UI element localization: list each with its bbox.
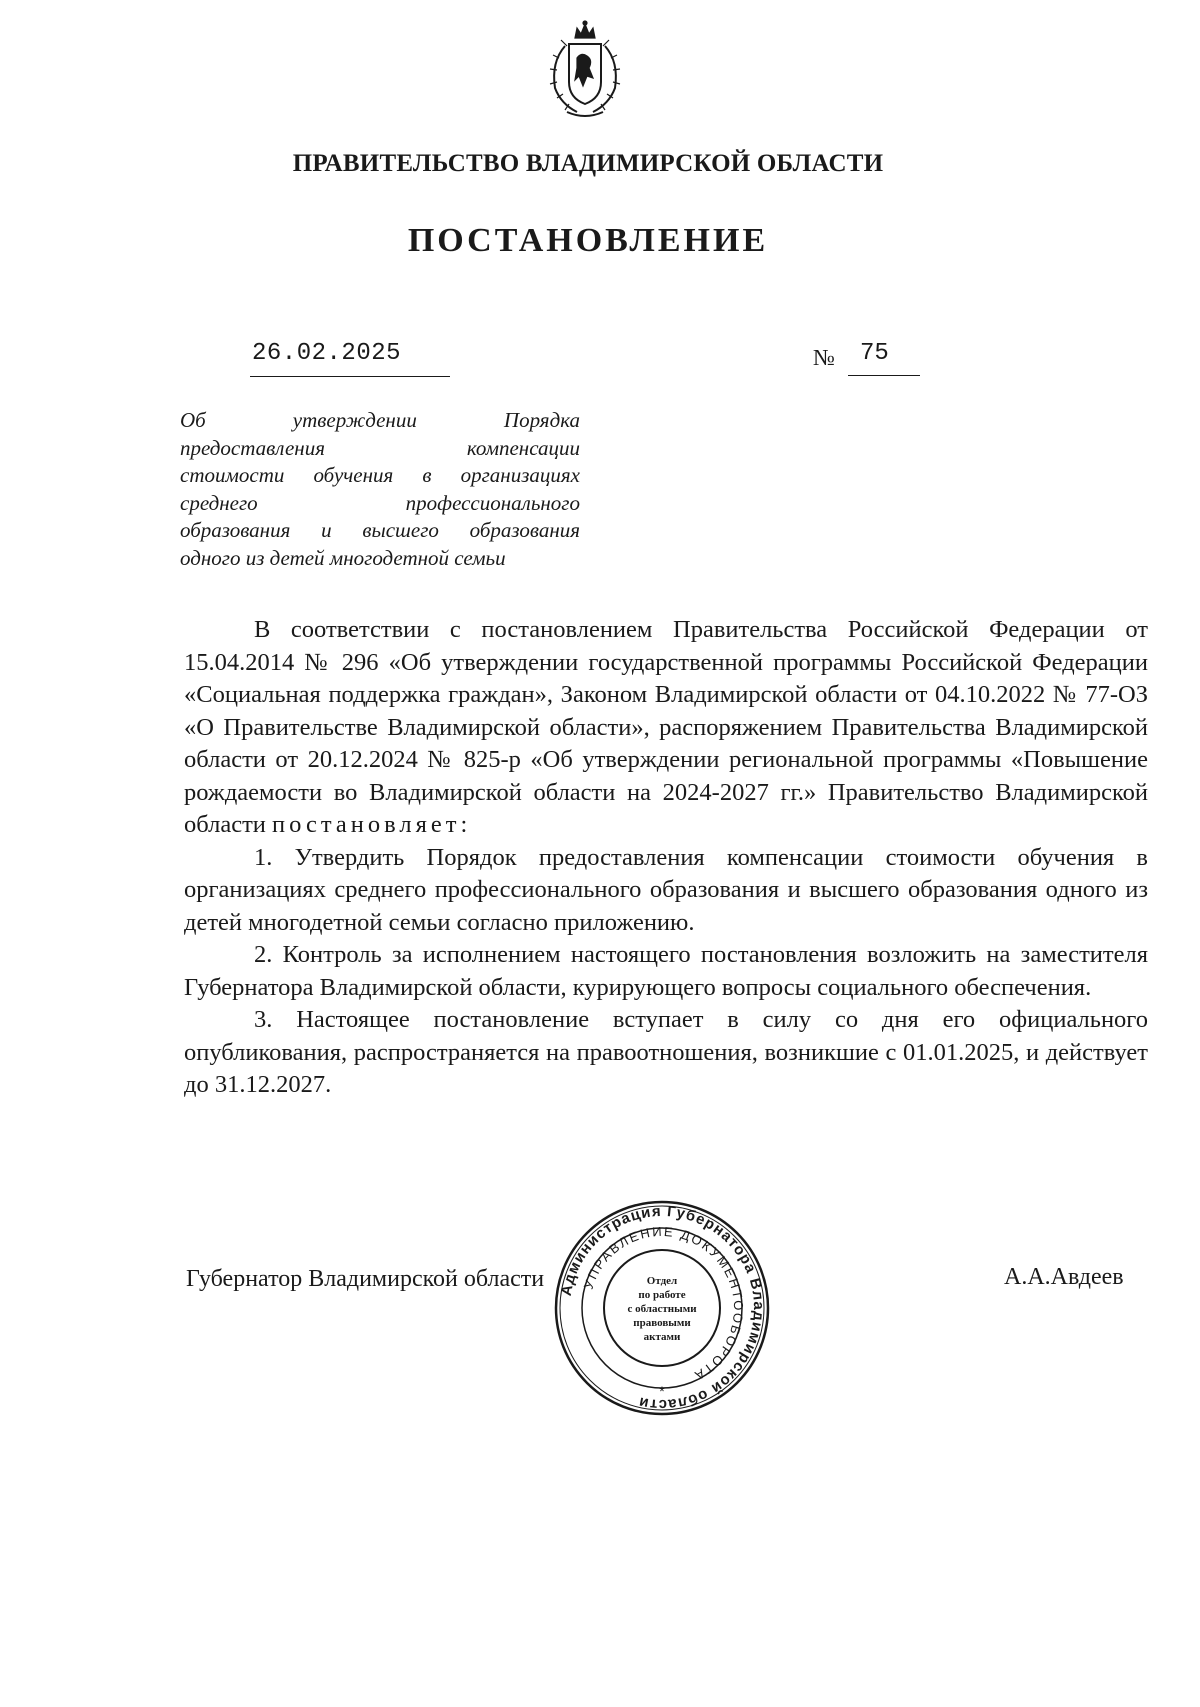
subject-line: предоставления компенсации: [180, 435, 580, 460]
subject-line: образования и высшего образования: [180, 518, 580, 542]
coat-of-arms-emblem: [537, 18, 633, 124]
stamp-center-line: правовыми: [633, 1317, 691, 1329]
government-title: ПРАВИТЕЛЬСТВО ВЛАДИМИРСКОЙ ОБЛАСТИ: [292, 150, 884, 177]
document-type-title: ПОСТАНОВЛЕНИЕ: [407, 222, 769, 259]
item-paragraph: 2. Контроль за исполнением настоящего постановления возложить на заместителя Губернатора Владимирской области, курирующего вопросы социального обеспечения.: [184, 941, 1148, 1001]
signatory-name: А.А.Авдеев: [1004, 1264, 1124, 1290]
preamble-paragraph: [184, 614, 1148, 842]
decree-word: постановляет:: [272, 811, 472, 838]
document-date: 26.02.2025: [252, 340, 402, 367]
item-paragraph: 3. Настоящее постановление вступает в силу со дня его официального опубликования, распространяется на правоотношения, возникшие с 01.01.2025, и действует до 31.12.2027.: [184, 1006, 1148, 1098]
subject-line: среднего профессионального: [180, 490, 580, 515]
subject-line: стоимости обучения в организациях: [180, 463, 580, 487]
document-subject: [180, 407, 580, 572]
stamp-center-line: по работе: [638, 1289, 686, 1301]
item-paragraph: 1. Утвердить Порядок предоставления компенсации стоимости обучения в организациях среднего профессионального образования и высшего образования одного из детей многодетной семьи согласно приложению.: [184, 843, 1148, 936]
date-underline: [250, 376, 450, 377]
signatory-position: Губернатор Владимирской области: [186, 1266, 545, 1292]
stamp-center-line: Отдел: [646, 1275, 678, 1287]
stamp-star: *: [659, 1383, 665, 1399]
subject-line: Об утверждении Порядка: [180, 408, 580, 432]
document-number: 75: [860, 340, 889, 367]
document-body: [184, 614, 1148, 1102]
stamp-inner-ring-text: УПРАВЛЕНИЕ ДОКУМЕНТООБОРОТА: [580, 1223, 747, 1385]
number-label: №: [813, 345, 835, 370]
number-underline: [848, 375, 920, 376]
preamble-text: В соответствии с постановлением Правительства Российской Федерации от 15.04.2014 № 296 «Об утверждении государственной программы Российской Федерации «Социальная поддержка граждан», Законом Владимирской области от 04.10.2022 № 77-ОЗ «О Правительстве Владимирской области», распоряжением Правительства Владимирской области от 20.12.2024 № 825-р «Об утверждении региональной программы «Повышение рождаемости во Владимирской области на 2024-2027 гг.» Правительство Владимирской области: [184, 616, 1148, 838]
stamp-outer-text: Администрация Губернатора Владимирской области: [557, 1202, 768, 1414]
stamp-center-line: с областными: [627, 1303, 697, 1315]
official-stamp: [552, 1198, 772, 1418]
stamp-center-line: актами: [643, 1331, 681, 1343]
subject-line: одного из детей многодетной семьи: [180, 545, 506, 570]
